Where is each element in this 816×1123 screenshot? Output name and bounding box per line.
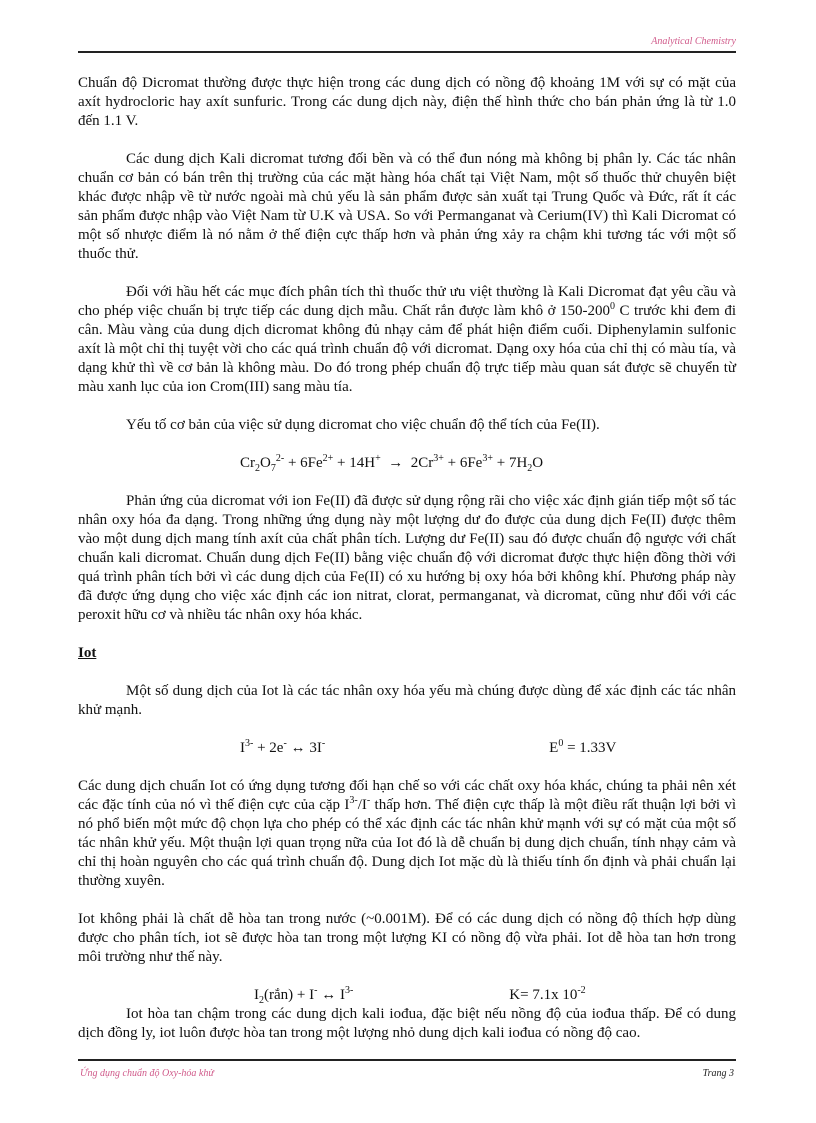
paragraph-iot-solubility: Iot không phải là chất dễ hòa tan trong nước (~0.001M). Để có các dung dịch có nồng độ thích hợp dùng được cho phân tích, iot sẽ được hòa tan trong một lượng KI có nồng độ vừa phải. Iot dễ hòa tan hơn trong môi trường như thế này. — [78, 911, 736, 965]
paragraph-fe-titration: Yếu tố cơ bản của việc sử dụng dicromat cho việc chuẩn độ thể tích của Fe(II). — [126, 417, 600, 433]
page-number: Trang 3 — [702, 1068, 734, 1079]
footer-title: Ứng dụng chuẩn độ Oxy-hóa khử — [80, 1068, 214, 1079]
running-header: Analytical Chemistry — [651, 36, 736, 47]
paragraph-iot-intro: Một số dung dịch của Iot là các tác nhân oxy hóa yếu mà chúng được dùng để xác định các tác nhân khử mạnh. — [78, 683, 736, 718]
page-content — [78, 74, 736, 1043]
equation-iot-reduction: $I^{3-} + 2e^-$ ↔ 3I- $E^0 = 1.33V$ — [240, 738, 617, 756]
section-title-iot: Iot — [78, 645, 97, 661]
paragraph-analysis-purpose: Đối với hầu hết các mục đích phân tích thì thuốc thử ưu việt thường là Kali Dicromat đạt yêu cầu và cho phép việc chuẩn bị trực tiếp các dung dịch mẫu. Chất rắn được làm khô ở $150-200^0$ C trước khi đem đi cân. Màu vàng của dung dịch dicromat không đủ nhạy cảm để phát hiện điểm cuối. Diphenylamin sulfonic axít là một chỉ thị tuyệt vời cho các quá trình chuẩn độ với dicromat. Dạng oxy hóa của chỉ thị có màu tía, và dạng khử thì về cơ bản là không màu. Do đó trong phép chuẩn độ trực tiếp màu quan sát được sẽ chuyển từ màu xanh lục của ion Crom(III) sang màu tía. — [78, 284, 736, 395]
equation-dicromat-fe: $Cr_2O_7^{2-} + 6Fe^{2+} + 14H^+ \to 2Cr^{3+} + 6Fe^{3+} + 7H_2O$ — [240, 453, 544, 474]
paragraph-iot-dissolution: Iot hòa tan chậm trong các dung dịch kali iođua, đặc biệt nếu nồng độ của iođua thấp. Để có dung dịch đồng ly, iot luôn được hòa tan trong một lượng nhỏ dung dịch kali iođua có nồng độ cao. — [78, 1006, 736, 1041]
equation-iot-complex: $I_2(rắn) + I^-$ ↔ $I^{3-}$ K= 7.1x $10^{-2}$ — [254, 985, 586, 1006]
paragraph-dicromat-intro: Chuẩn độ Dicromat thường được thực hiện trong các dung dịch có nồng độ khoảng 1M với sự có mặt của axít hydrocloric hay axít sunfuric. Trong các dung dịch này, điện thế hình thức cho bán phản ứng là từ 1.0 đến 1.1 V. — [78, 75, 736, 129]
paragraph-kali-dicromat: Các dung dịch Kali dicromat tương đối bền và có thể đun nóng mà không bị phân ly. Các tác nhân chuẩn cơ bản có bán trên thị trường của các mặt hàng hóa chất tại Việt Nam, một số thuốc thử chuyên biệt khác được nhập về từ nước ngoài mà chủ yếu là sản phẩm được sản xuất tại Trung Quốc và Đức, rất ít các sản phẩm được nhập vào Việt Nam từ U.K và USA. So với Permanganat và Cerium(IV) thì Kali Dicromat có một số nhược điểm là nó nằm ở thế điện cực thấp hơn và phản ứng xảy ra chậm khi tương tác với một số thuốc thử. — [78, 151, 736, 262]
footer-rule — [78, 1059, 736, 1061]
header-rule — [78, 51, 736, 53]
paragraph-dicromat-fe-reaction: Phản ứng của dicromat với ion Fe(II) đã được sử dụng rộng rãi cho việc xác định gián tiếp một số tác nhân oxy hóa đa dạng. Trong những ứng dụng này một lượng dư đo được của dung dịch Fe(II) được thêm vào một dung dịch mang tính axít của chất phân tích. Lượng dư Fe(II) sau đó được chuẩn độ ngược với chất chuẩn kali dicromat. Chuẩn dung dịch Fe(II) bằng việc chuẩn độ với dicromat được thực hiện đồng thời với quá trình phân tích bởi vì các dung dịch của Fe(II) có xu hướng bị oxy hóa bởi không khí. Phương pháp này đã được ứng dụng cho việc xác định các ion nitrat, clorat, permanganat, và dicromat, cũng như đối với các peroxit hữu cơ và nhiều tác nhân oxy hóa khác. — [78, 493, 736, 623]
paragraph-iot-standards: Các dung dịch chuẩn Iot có ứng dụng tương đối hạn chế so với các chất oxy hóa khác, chúng ta phải nên xét các đặc tính của nó vì thế điện cực của cặp $I^{3-}/I^-$ thấp hơn. Thế điện cực thấp là một điều rất thuận lợi bởi vì nó phổ biến một mức độ chọn lựa cho phép có thể xác định các tác nhân khử mạnh với sự có mặt của một số tác nhân khử yếu. Một thuận lợi quan trọng nữa của Iot đó là dễ chuẩn bị dung dịch chuẩn, tính nhạy cảm và chỉ thị hoàn nguyên cho các quá trình chuẩn độ. Dung dịch Iot mặc dù là thiếu tính ổn định và phải chuẩn lại thường xuyên. — [78, 778, 736, 889]
